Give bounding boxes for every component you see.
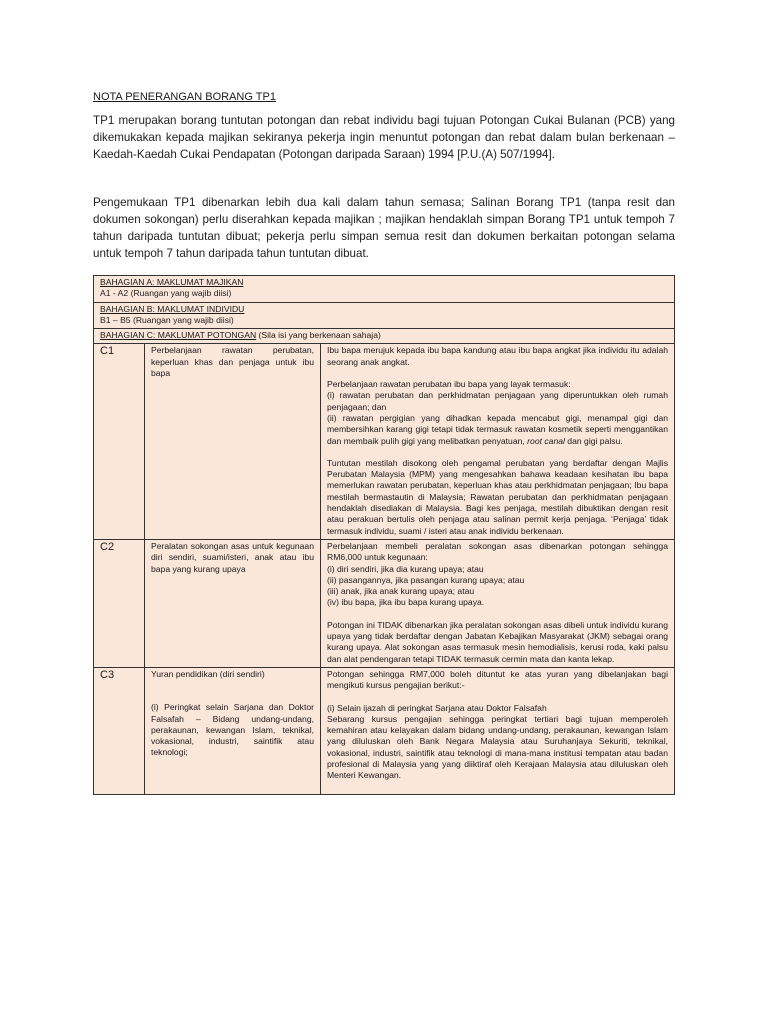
c2-code: C2 [94, 539, 145, 667]
c1-description: Perbelanjaan rawatan perubatan, keperluan khas dan penjaga untuk ibu bapa [145, 344, 321, 539]
section-a-note: A1 - A2 (Ruangan yang wajib diisi) [100, 288, 232, 299]
section-a-title: BAHAGIAN A: MAKLUMAT MAJIKAN [100, 277, 244, 287]
c1-text-4a: (ii) rawatan pergigian yang dihadkan kepada mencabut gigi, menampal gigi dan membersihkan karang gigi tetapi tidak termasuk rawatan kosmetik seperti menggantikan dan membaik pulih gigi yang melibatkan penyatuan, [327, 412, 668, 446]
c2-description: Peralatan sokongan asas untuk kegunaan diri sendiri, suami/isteri, anak atau ibu bapa yang kurang upaya [145, 539, 321, 667]
c2-text-5: (iv) ibu bapa, jika ibu bapa kurang upaya. [327, 597, 485, 608]
c1-row [94, 344, 675, 539]
section-b-title: BAHAGIAN B: MAKLUMAT INDIVIDU [100, 303, 245, 314]
c2-text-4: (iii) anak, jika anak kurang upaya; atau [327, 586, 475, 597]
c3-description [145, 667, 321, 794]
c2-text-2: (i) diri sendiri, jika dia kurang upaya; atau [327, 563, 484, 574]
c2-text-6: Potongan ini TIDAK dibenarkan jika peralatan sokongan asas dibeli untuk individu kurang upaya yang tidak berdaftar dengan Jabatan Kebajikan Masyarakat (JKM) sebagai orang kurang upaya. Alat sokongan asas termasuk mesin hemodialisis, kerusi roda, kaki palsu dan alat pendengaran tetapi TIDAK termasuk cermin mata dan kanta lekap. [327, 619, 668, 664]
c2-text-3: (ii) pasangannya, jika pasangan kurang upaya; atau [327, 574, 525, 585]
intro-paragraph: TP1 merupakan borang tuntutan potongan dan rebat individu bagi tujuan Potongan Cukai Bulanan (PCB) yang dikemukakan kepada majikan sekiranya pekerja ingin menuntut potongan dan rebat dalam bulan berkenaan – Kaedah-Kaedah Cukai Pendapatan (Potongan daripada Saraan) 1994 [P.U.(A) 507/1994]. [93, 114, 675, 161]
section-c-cell [94, 329, 675, 344]
section-a-cell [94, 276, 675, 303]
c3-description-2: (i) Peringkat selain Sarjana dan Doktor Falsafah – Bidang undang-undang, perakaunan, kewangan Islam, teknikal, vokasional, industri, saintifik atau teknologi; [151, 702, 314, 758]
c1-text-3: (i) rawatan perubatan dan perkhidmatan penjagaan yang diperuntukkan oleh rumah penjagaan; dan [327, 390, 668, 412]
c3-text-1: Potongan sehingga RM7,000 boleh dituntut ke atas yuran yang dibelanjakan bagi mengikuti kursus pengajian berikut:- [327, 668, 668, 691]
section-a-row [94, 276, 675, 303]
c3-code: C3 [94, 667, 145, 794]
section-c-title: BAHAGIAN C: MAKLUMAT POTONGAN [100, 330, 257, 341]
submission-paragraph: Pengemukaan TP1 dibenarkan lebih dua kali dalam tahun semasa; Salinan Borang TP1 (tanpa resit dan dokumen sokongan) perlu diserahkan kepada majikan ; majikan hendaklah simpan Borang TP1 untuk tempoh 7 tahun daripada tuntutan dibuat; pekerja perlu simpan semua resit dan dokumen berkaitan potongan selama untuk tempoh 7 tahun daripada tahun tuntutan dibuat. [93, 196, 675, 260]
c2-text-1: Perbelanjaan membeli peralatan sokongan asas dibenarkan potongan sehingga RM6,000 untuk kegunaan: [327, 540, 668, 563]
c1-text-5: Tuntutan mestilah disokong oleh pengamal perubatan yang berdaftar dengan Majlis Perubatan Malaysia (MPM) yang mengesahkan bahawa keadaan kesihatan ibu bapa memerlukan rawatan perubatan, keperluan khas atau perkhidmatan penjagaan; Ibu bapa mestilah bermastautin di Malaysia; Rawatan perubatan dan perkhidmatan penjagaan hendaklah disediakan di Malaysia. Bagi kes penjaga, mestilah dibuktikan dengan resit atau perakuan bertulis oleh penjaga atau salinan permit kerja penjaga. ‘Penjaga’ tidak termasuk individu, suami / isteri atau anak individu berkenaan. [327, 457, 668, 536]
section-b-note: B1 – B5 (Ruangan yang wajib diisi) [100, 314, 234, 325]
c1-text-4c: dan gigi palsu. [564, 435, 623, 446]
c3-row [94, 667, 675, 794]
section-c-note: (Sila isi yang berkenaan sahaja) [256, 330, 381, 341]
c1-text-1: Ibu bapa merujuk kepada ibu bapa kandung atau ibu bapa angkat jika individu itu adalah seorang anak angkat. [327, 345, 668, 367]
c3-explanation [321, 667, 675, 794]
c1-text-4 [327, 413, 668, 447]
c1-code: C1 [94, 344, 145, 539]
c3-text-3: Sebarang kursus pengajian sehingga peringkat tertiari bagi tujuan memperoleh kemahiran atau kelayakan dalam bidang undang-undang, perakaunan, kewangan Islam yang diluluskan oleh Bank Negara Malaysia atau Suruhanjaya Sekuriti, teknikal, vokasional, industri, saintifik atau teknologi di mana-mana institusi tempatan atau badan profesional di Malaysia yang yang diiktiraf oleh Kerajaan Malaysia atau diluluskan oleh Menteri Kewangan. [327, 713, 668, 781]
section-b-row [94, 302, 675, 329]
c1-explanation [321, 344, 675, 539]
c3-description-1: Yuran pendidikan (diri sendiri) [151, 668, 265, 679]
section-b-cell [94, 302, 675, 329]
c2-explanation [321, 539, 675, 667]
c3-text-2: (i) Selain ijazah di peringkat Sarjana atau Doktor Falsafah [327, 702, 547, 713]
tp1-form-table [93, 275, 675, 795]
section-c-row [94, 329, 675, 344]
page-title: NOTA PENERANGAN BORANG TP1 [93, 91, 276, 103]
c2-row [94, 539, 675, 667]
c1-text-4b: root canal [527, 435, 565, 446]
c1-text-2: Perbelanjaan rawatan perubatan ibu bapa yang layak termasuk: [327, 379, 571, 390]
